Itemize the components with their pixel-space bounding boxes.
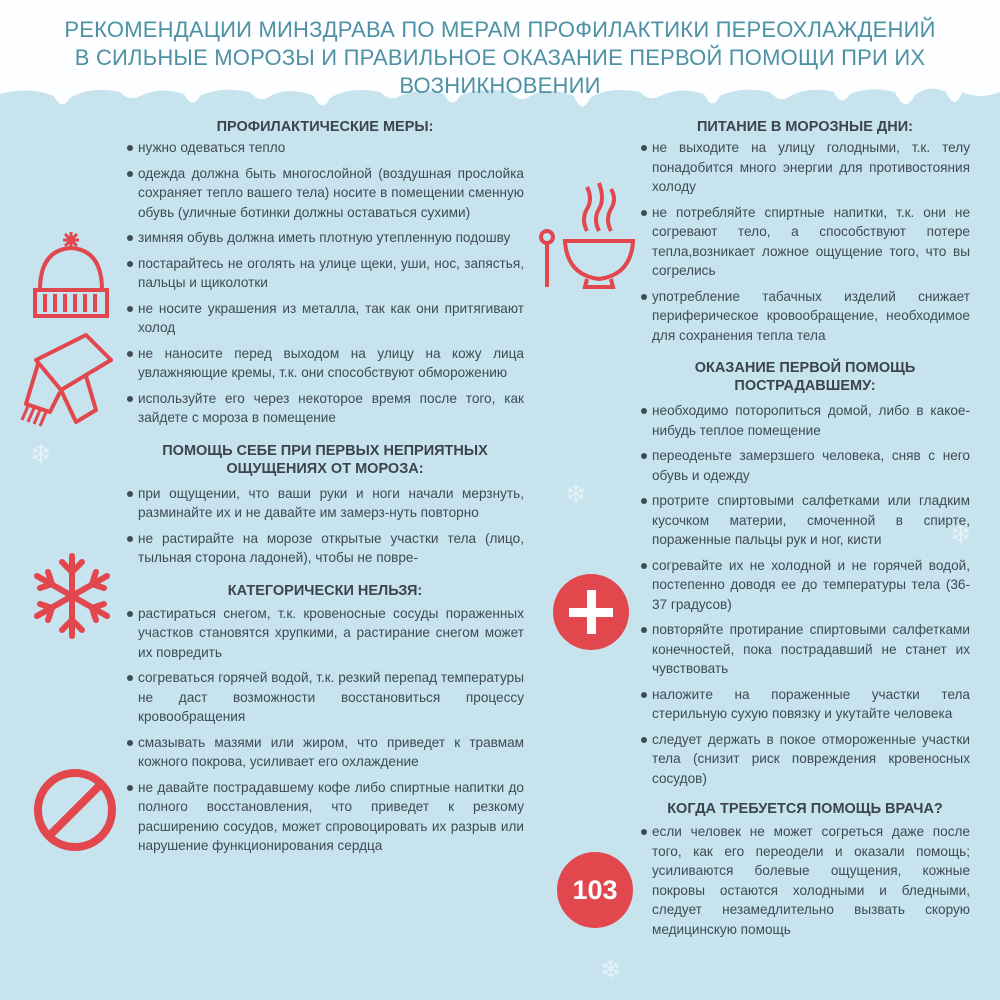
self-help-list xyxy=(126,484,524,568)
list-item: протрите спиртовыми салфетками или гладким кусочком материи, смоченной в спирте, пораженные пальцы рук и ног, кисти xyxy=(640,491,970,550)
first-aid-plus-icon xyxy=(553,574,629,650)
list-item: при ощущении, что ваши руки и ноги начали мерзнуть, разминайте их и не давайте им замерз-нуть повторно xyxy=(126,484,524,523)
self-help-heading xyxy=(126,442,524,478)
right-column xyxy=(640,118,970,939)
list-item: смазывать мазями или жиром, что приведет к травмам кожного покрова, усиливает его охлаждение xyxy=(126,733,524,772)
list-item: повторяйте протирание спиртовыми салфетками конечностей, пока пострадавший не станет их чувствовать xyxy=(640,620,970,679)
forbidden-heading: КАТЕГОРИЧЕСКИ НЕЛЬЗЯ: xyxy=(227,582,423,599)
background-snowflake-icon: ❄ xyxy=(565,480,587,510)
title-line-1: РЕКОМЕНДАЦИИ МИНЗДРАВА ПО МЕРАМ ПРОФИЛАКТИКИ ПЕРЕОХЛАЖДЕНИЙ xyxy=(64,17,936,42)
self-help-heading-line-1: ПОМОЩЬ СЕБЕ ПРИ ПЕРВЫХ НЕПРИЯТНЫХ xyxy=(162,442,488,459)
soup-bowl-icon xyxy=(535,175,640,290)
page-title xyxy=(0,16,1000,100)
list-item: зимняя обувь должна иметь плотную утепленную подошву xyxy=(126,228,524,248)
list-item: не давайте пострадавшему кофе либо спиртные напитки до полного восстановления, что приведет к резкому расширению сосудов, может спровоцировать их разрыв или нарушение функционирования сердца xyxy=(126,778,524,856)
scarf-icon xyxy=(16,330,116,435)
nutrition-list xyxy=(640,138,970,345)
background-snowflake-icon: ❄ xyxy=(950,520,972,550)
header-banner xyxy=(0,0,1000,110)
nutrition-heading: ПИТАНИЕ В МОРОЗНЫЕ ДНИ: xyxy=(697,119,913,135)
self-help-heading-line-2: ОЩУЩЕНИЯХ ОТ МОРОЗА: xyxy=(226,460,424,477)
first-aid-list xyxy=(640,401,970,788)
list-item: не выходите на улицу голодными, т.к. телу понадобится много энергии для противостояния холоду xyxy=(640,138,970,197)
list-item: согреваться горячей водой, т.к. резкий перепад температуры не даст возможности восстановиться процессу кровообращения xyxy=(126,668,524,727)
first-aid-heading-line-2: ПОСТРАДАВШЕМУ: xyxy=(734,378,876,394)
list-item: необходимо поторопиться домой, либо в какое-нибудь теплое помещение xyxy=(640,401,970,440)
hat-icon xyxy=(30,230,112,322)
doctor-heading: КОГДА ТРЕБУЕТСЯ ПОМОЩЬ ВРАЧА? xyxy=(667,801,943,817)
background-snowflake-icon: ❄ xyxy=(600,955,622,985)
forbidden-list xyxy=(126,604,524,856)
list-item: не носите украшения из металла, так как они притягивают холод xyxy=(126,299,524,338)
first-aid-heading-line-1: ОКАЗАНИЕ ПЕРВОЙ ПОМОЩЬ xyxy=(694,360,916,376)
list-item: не растирайте на морозе открытые участки тела (лицо, тыльная сторона ладоней), чтобы не повре- xyxy=(126,529,524,568)
snowflake-icon xyxy=(28,550,116,642)
prohibited-icon xyxy=(30,765,120,855)
prevention-list xyxy=(126,138,524,428)
left-column xyxy=(126,118,524,856)
list-item: нужно одеваться тепло xyxy=(126,138,524,158)
prevention-heading: ПРОФИЛАКТИЧЕСКИЕ МЕРЫ: xyxy=(216,119,434,135)
background-snowflake-icon: ❄ xyxy=(30,440,52,470)
list-item: переоденьте замерзшего человека, сняв с него обувь и одежду xyxy=(640,446,970,485)
list-item: используйте его через некоторое время после того, как зайдете с мороза в помещение xyxy=(126,389,524,428)
list-item: не потребляйте спиртные напитки, т.к. они не согревают тело, а способствуют потере тепла,возникает ложное ощущение того, что вы согрелись xyxy=(640,203,970,281)
list-item: если человек не может согреться даже после того, как его переодели и оказали помощь; усиливаются болевые ощущения, кожные покровы остаются холодными и бледными, следует незамедлительно вызвать скорую медицинскую помощь xyxy=(640,822,970,939)
list-item: наложите на пораженные участки тела стерильную сухую повязку и укутайте человека xyxy=(640,685,970,724)
emergency-103-icon: 103 xyxy=(557,852,633,928)
list-item: растираться снегом, т.к. кровеносные сосуды пораженных участков становятся хрупкими, а растирание снегом может их повредить xyxy=(126,604,524,663)
list-item: постарайтесь не оголять на улице щеки, уши, нос, запястья, пальцы и щиколотки xyxy=(126,254,524,293)
list-item: следует держать в покое отмороженные участки тела (снизит риск повреждения кровеносных сосудов) xyxy=(640,730,970,789)
doctor-list xyxy=(640,822,970,939)
list-item: согревайте их не холодной и не горячей водой, постепенно доводя ее до температуры тела (36-37 градусов) xyxy=(640,556,970,615)
first-aid-heading xyxy=(640,359,970,395)
title-line-2: В СИЛЬНЫЕ МОРОЗЫ И ПРАВИЛЬНОЕ ОКАЗАНИЕ ПЕРВОЙ ПОМОЩИ ПРИ ИХ ВОЗНИКНОВЕНИИ xyxy=(74,45,926,98)
list-item: употребление табачных изделий снижает периферическое кровообращение, необходимое для сохранения тепла тела xyxy=(640,287,970,346)
list-item: одежда должна быть многослойной (воздушная прослойка сохраняет тепло вашего тела) носите в помещении сменную обувь (уличные ботинки должны оставаться сухими) xyxy=(126,164,524,223)
list-item: не наносите перед выходом на улицу на кожу лица увлажняющие кремы, т.к. они способствуют обморожению xyxy=(126,344,524,383)
